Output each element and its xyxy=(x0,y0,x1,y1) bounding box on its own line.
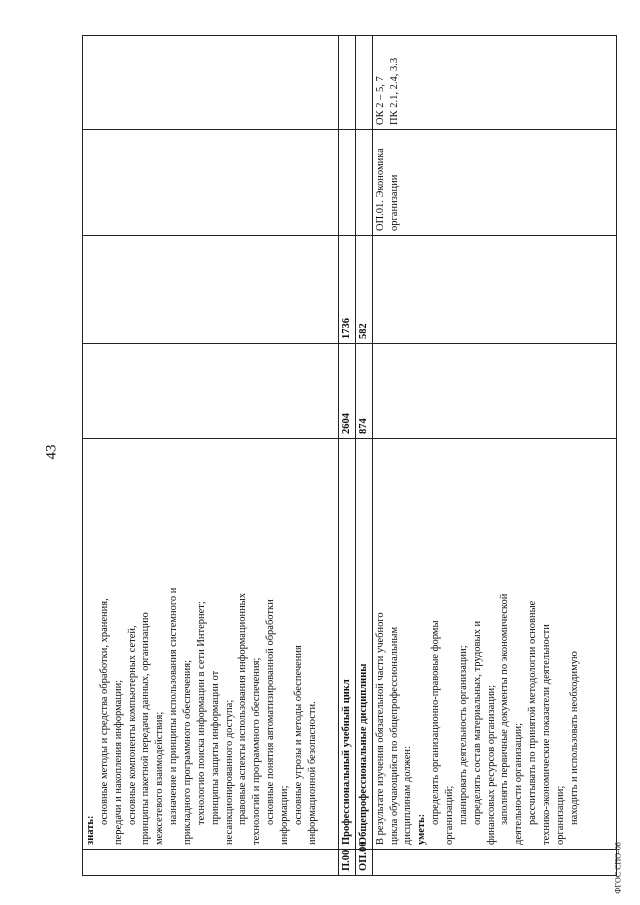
empty-cell xyxy=(339,36,356,130)
know-line: информационной безопасности. xyxy=(306,701,318,845)
know-lead: знать: xyxy=(85,815,96,845)
curriculum-table-rotated xyxy=(82,36,617,876)
know-line: прикладного программного обеспечения; xyxy=(182,659,194,845)
required-cell xyxy=(372,236,616,344)
know-line: назначение и принципы использования системного и xyxy=(168,587,180,825)
know-line: основные компоненты компьютерных сетей, xyxy=(126,625,138,825)
skills-line: В результате изучения обязательной части учебного xyxy=(374,612,386,845)
section-code: ОП.00 xyxy=(355,850,372,876)
competency-general: ОК 2 – 5, 7 xyxy=(374,76,386,125)
skills-line: планировать деятельность организации; xyxy=(457,645,469,825)
total-cell xyxy=(372,344,616,439)
total-cell xyxy=(83,344,339,439)
know-line: информации; xyxy=(279,785,291,845)
skills-line: цикла обучающийся по общепрофессиональным xyxy=(388,626,400,845)
table-row xyxy=(355,36,372,876)
know-line: правовые аспекты использования информационных xyxy=(237,593,249,825)
skills-line: рассчитывать по принятой методологии основные xyxy=(527,600,539,825)
discipline-cell xyxy=(83,130,339,236)
section-required-hours: 582 xyxy=(355,236,372,344)
table-row xyxy=(339,36,356,876)
code-cell xyxy=(83,850,339,876)
skills-line: определять состав материальных, трудовых и xyxy=(471,620,483,825)
document-code: ФГОС СПО-06 xyxy=(613,842,623,894)
skills-line: финансовых ресурсов организации; xyxy=(485,684,497,845)
section-total-hours: 874 xyxy=(355,344,372,439)
know-line: технологий и программного обеспечения; xyxy=(251,657,263,845)
curriculum-table xyxy=(82,35,617,876)
table-row xyxy=(83,36,339,876)
skills-line: определять организационно-правовые формы xyxy=(430,620,442,825)
section-title: Общепрофессиональные дисциплины xyxy=(355,439,372,850)
required-cell xyxy=(83,236,339,344)
cycle-required-hours: 1736 xyxy=(339,236,356,344)
competency-professional: ПК 2.1, 2.4, 3.3 xyxy=(388,57,400,125)
empty-cell xyxy=(355,36,372,130)
knowledge-cell xyxy=(83,439,339,850)
skills-line: заполнять первичные документы по экономической xyxy=(499,593,511,825)
know-line: несанкционированного доступа; xyxy=(223,699,235,845)
table-row xyxy=(372,36,616,876)
skills-line: деятельности организации; xyxy=(513,722,525,845)
know-line: технологию поиска информации в сети Интернет; xyxy=(195,601,207,825)
competency-codes xyxy=(372,36,616,130)
know-line: принципы защиты информации от xyxy=(209,670,221,825)
skills-line: находить и использовать необходимую xyxy=(568,651,580,825)
know-line: основные понятия автоматизированной обработки xyxy=(265,599,277,825)
know-line: принципы пакетной передачи данных, организацию xyxy=(140,612,152,845)
skills-line: организации; xyxy=(554,785,566,845)
page-number: 43 xyxy=(43,444,60,460)
cycle-title: Профессиональный учебный цикл xyxy=(339,439,356,850)
know-line: межсетевого взаимодействия; xyxy=(154,711,166,845)
code-cell xyxy=(372,850,616,876)
skills-cell xyxy=(372,439,616,850)
know-line: передачи и накопления информации; xyxy=(112,679,124,845)
competency-cell xyxy=(83,36,339,130)
discipline-name: ОП.01. Экономика организации xyxy=(372,130,616,236)
cycle-code: П.00 xyxy=(339,850,356,876)
know-line: основные угрозы и методы обеспечения xyxy=(292,645,304,825)
skills-line: технико-экономические показатели деятельности xyxy=(541,624,553,845)
cycle-total-hours: 2604 xyxy=(339,344,356,439)
empty-cell xyxy=(339,130,356,236)
empty-cell xyxy=(355,130,372,236)
skills-lead: уметь: xyxy=(416,813,428,845)
skills-line: организаций; xyxy=(444,785,456,845)
skills-line: дисциплинам должен: xyxy=(402,746,414,845)
know-line: основные методы и средства обработки, хранения, xyxy=(98,598,110,825)
